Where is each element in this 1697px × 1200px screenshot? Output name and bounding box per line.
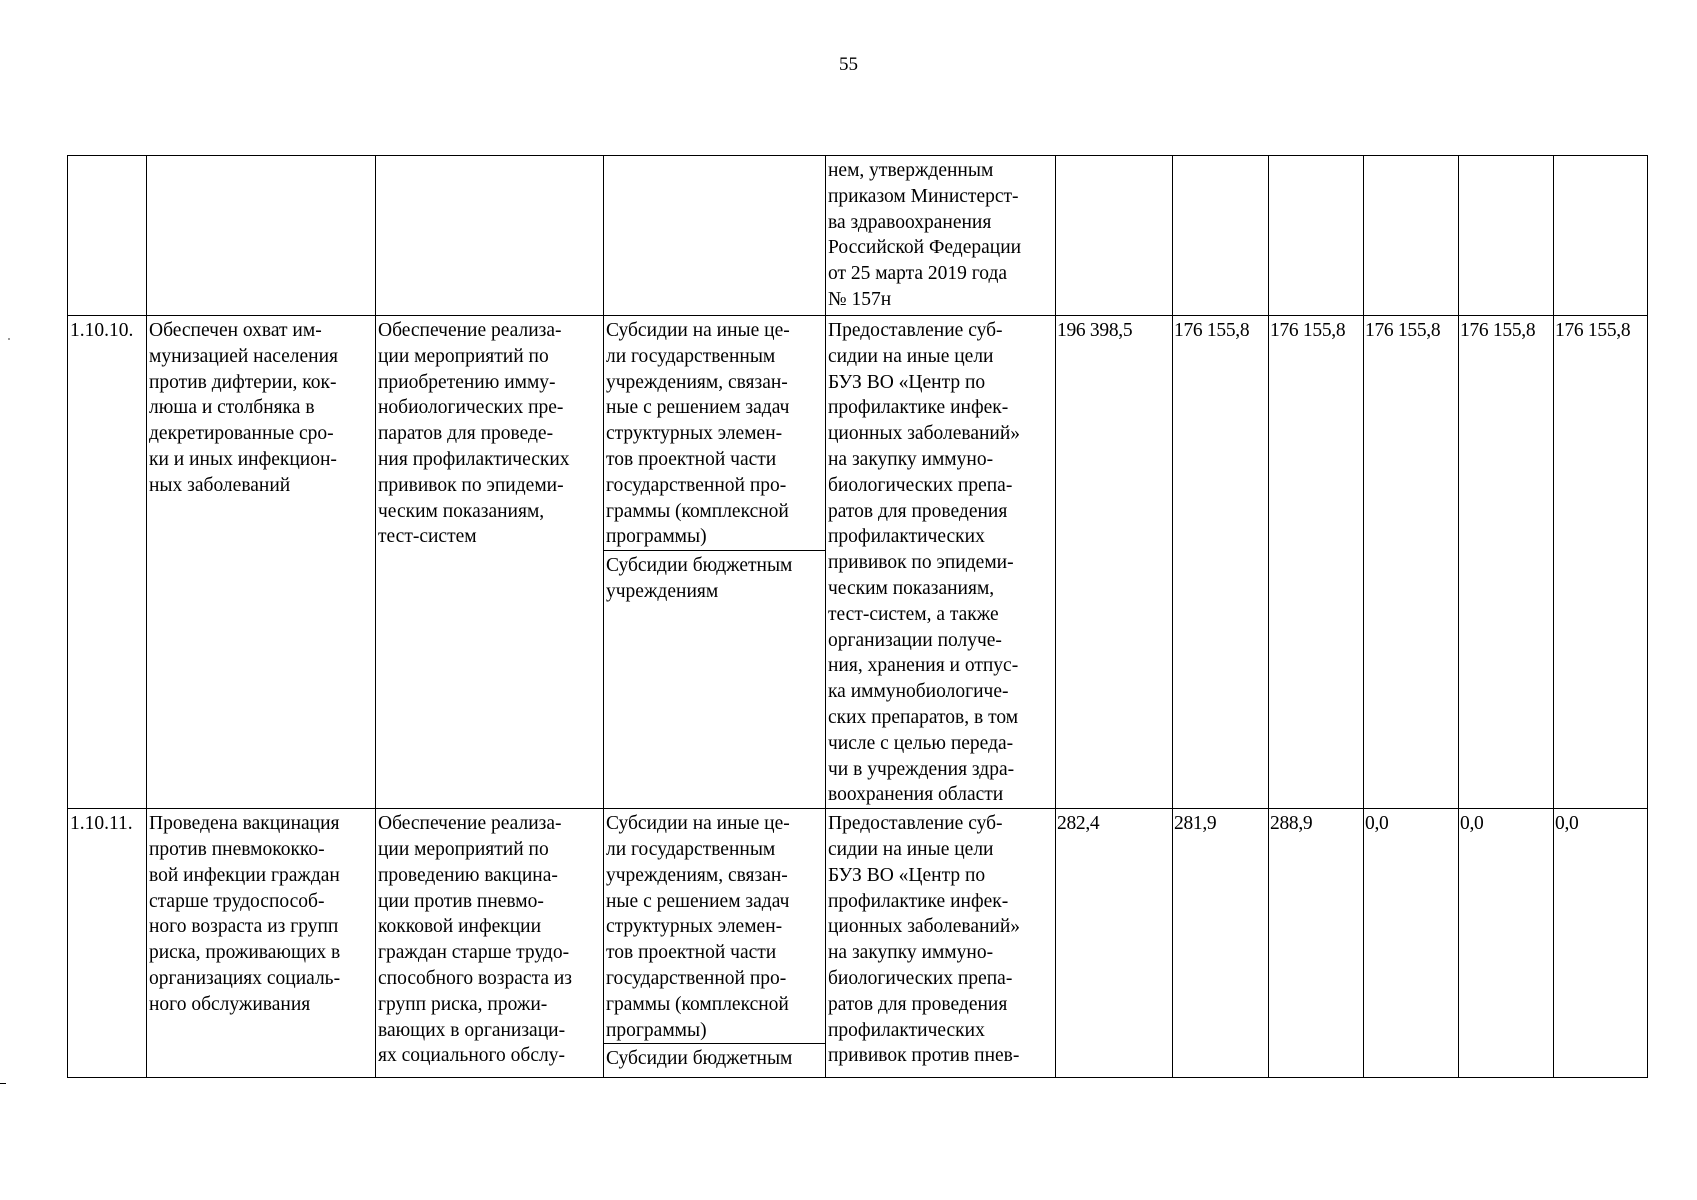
cell-description <box>826 809 1056 1078</box>
cell-value-6: 0,0 <box>1554 809 1648 1078</box>
text-line: прививок по эпидеми- <box>828 552 1014 574</box>
text-line: числе с целью переда- <box>828 732 1014 754</box>
cell-result <box>147 156 376 316</box>
text-line: ции мероприятий по <box>378 838 549 860</box>
cell-code: 1.10.11. <box>68 809 147 1078</box>
text-line: ческим показаниям, <box>828 577 995 599</box>
text-line: программы) <box>606 526 707 548</box>
text-line: прививок по эпидеми- <box>378 474 564 496</box>
text-line: ратов для проведения <box>828 993 1008 1015</box>
cell-value-2 <box>1173 156 1269 316</box>
cell-measure <box>376 156 604 316</box>
text-line: нобиологических пре- <box>378 397 564 419</box>
cell-code: 1.10.10. <box>68 316 147 809</box>
cell-value-3: 288,9 <box>1269 809 1364 1078</box>
text-line: Обеспечение реализа- <box>378 813 562 835</box>
text-line: Субсидии на иные це- <box>606 320 790 341</box>
text-line: Субсидии на иные це- <box>606 813 790 835</box>
cell-code <box>68 156 147 316</box>
scan-artifact <box>8 338 10 340</box>
text-line: тов проектной части <box>606 942 777 964</box>
cell-funding <box>604 316 826 809</box>
text-line: способного возраста из <box>378 967 572 989</box>
text-line: БУЗ ВО «Центр по <box>828 864 986 886</box>
text-line: профилактике инфек- <box>828 397 1009 419</box>
text-line: Предоставление суб- <box>828 320 1003 341</box>
cell-value-5: 0,0 <box>1459 809 1554 1078</box>
text-line: старше трудоспособ- <box>149 890 325 912</box>
cell-value-6: 176 155,8 <box>1554 316 1648 809</box>
text-line: учреждениям, связан- <box>606 371 788 393</box>
text-line: государственной про- <box>606 967 787 989</box>
text-line: ния профилактических <box>378 448 570 470</box>
scan-margin-mark <box>0 1083 6 1084</box>
text-line: тест-систем, а также <box>828 603 999 625</box>
cell-value-4: 0,0 <box>1364 809 1459 1078</box>
text-line: ного возраста из групп <box>149 916 339 938</box>
table-row-continuation <box>68 156 1648 316</box>
text-line: против пневмококко- <box>149 838 325 860</box>
text-line: мунизацией населения <box>149 345 339 367</box>
cell-description <box>826 156 1056 316</box>
text-line: ного обслуживания <box>149 993 311 1015</box>
text-line: учреждениям, связан- <box>606 864 788 886</box>
text-line: ции против пневмо- <box>378 890 544 912</box>
program-measures-table <box>67 155 1648 1078</box>
text-line: ли государственным <box>606 345 776 367</box>
text-line: программы) <box>606 1019 707 1041</box>
text-line: ных заболеваний <box>149 474 291 496</box>
text-line: кокковой инфекции <box>378 916 542 938</box>
text-line: на закупку иммуно- <box>828 942 994 964</box>
cell-value-4 <box>1364 156 1459 316</box>
text-line: групп риска, прожи- <box>378 993 548 1015</box>
text-line: Проведена вакцинация <box>149 813 340 835</box>
table-row-1-10-11 <box>68 809 1648 1078</box>
text-line: ки и иных инфекцион- <box>149 448 337 470</box>
text-line: ционных заболеваний» <box>828 916 1021 938</box>
text-line: воохранения области <box>828 784 1004 806</box>
text-line: нем, утвержденным <box>828 160 994 181</box>
cell-measure <box>376 316 604 809</box>
text-line: БУЗ ВО «Центр по <box>828 371 986 393</box>
text-line: структурных элемен- <box>606 916 783 938</box>
text-line: организации получе- <box>828 629 1002 651</box>
text-line: граммы (комплексной <box>606 500 789 522</box>
cell-value-5: 176 155,8 <box>1459 316 1554 809</box>
cell-result <box>147 316 376 809</box>
text-line: Предоставление суб- <box>828 813 1003 835</box>
text-line: проведению вакцина- <box>378 864 558 886</box>
text-line: ка иммунобиологиче- <box>828 681 1009 703</box>
text-line: граммы (комплексной <box>606 993 789 1015</box>
text-line: приобретению имму- <box>378 371 556 393</box>
text-line: паратов для проведе- <box>378 423 554 445</box>
cell-value-4: 176 155,8 <box>1364 316 1459 809</box>
cell-value-3: 176 155,8 <box>1269 316 1364 809</box>
cell-value-2: 281,9 <box>1173 809 1269 1078</box>
text-line: Обеспечен охват им- <box>149 320 322 341</box>
cell-value-2: 176 155,8 <box>1173 316 1269 809</box>
text-line: профилактике инфек- <box>828 890 1009 912</box>
text-line: против дифтерии, кок- <box>149 371 337 393</box>
text-line: структурных элемен- <box>606 423 783 445</box>
text-line: Российской Федерации <box>828 237 1022 259</box>
text-line: чи в учреждения здра- <box>828 758 1015 780</box>
text-line: учреждениям <box>606 580 719 602</box>
text-line: государственной про- <box>606 474 787 496</box>
text-line: люша и столбняка в <box>149 397 315 419</box>
text-line: граждан старше трудо- <box>378 942 570 964</box>
text-line: риска, проживающих в <box>149 942 341 964</box>
text-line: тов проектной части <box>606 448 777 470</box>
text-line: приказом Министерст- <box>828 185 1019 207</box>
text-line: вающих в организаци- <box>378 1019 566 1041</box>
funding-subsidy-budget-institutions <box>604 1044 825 1072</box>
text-line: вой инфекции граждан <box>149 864 340 886</box>
cell-value-6 <box>1554 156 1648 316</box>
text-line: ные с решением задач <box>606 890 790 912</box>
text-line: ских препаратов, в том <box>828 706 1019 728</box>
funding-subsidy-other-goals <box>604 316 825 551</box>
text-line: № 157н <box>828 288 892 310</box>
text-line: Субсидии бюджетным <box>606 555 793 577</box>
text-line: ные с решением задач <box>606 397 790 419</box>
text-line: профилактических <box>828 1019 985 1041</box>
text-line: Субсидии бюджетным <box>606 1048 793 1070</box>
cell-value-1: 282,4 <box>1056 809 1173 1078</box>
text-line: ях социального обслу- <box>378 1045 565 1067</box>
cell-value-3 <box>1269 156 1364 316</box>
text-line: на закупку иммуно- <box>828 448 994 470</box>
text-line: от 25 марта 2019 года <box>828 263 1008 285</box>
text-line: ческим показаниям, <box>378 500 545 522</box>
text-line: декретированные сро- <box>149 423 334 445</box>
text-line: Обеспечение реализа- <box>378 320 562 341</box>
cell-measure <box>376 809 604 1078</box>
text-line: профилактических <box>828 526 985 548</box>
text-line: ва здравоохранения <box>828 211 992 233</box>
text-line: биологических препа- <box>828 967 1013 989</box>
text-line: ли государственным <box>606 838 776 860</box>
text-line: организациях социаль- <box>149 967 341 989</box>
cell-value-5 <box>1459 156 1554 316</box>
text-line: ратов для проведения <box>828 500 1008 522</box>
text-line: прививок против пнев- <box>828 1045 1020 1067</box>
table-row-1-10-10 <box>68 316 1648 809</box>
cell-description <box>826 316 1056 809</box>
cell-funding <box>604 809 826 1078</box>
cell-result <box>147 809 376 1078</box>
text-line: ния, хранения и отпус- <box>828 655 1019 677</box>
funding-subsidy-budget-institutions <box>604 551 825 605</box>
cell-value-1: 196 398,5 <box>1056 316 1173 809</box>
text-line: сидии на иные цели <box>828 345 994 367</box>
cell-funding <box>604 156 826 316</box>
text-line: ции мероприятий по <box>378 345 549 367</box>
text-line: сидии на иные цели <box>828 838 994 860</box>
page-number: 55 <box>839 54 858 75</box>
cell-value-1 <box>1056 156 1173 316</box>
text-line: ционных заболеваний» <box>828 423 1021 445</box>
text-line: тест-систем <box>378 526 477 548</box>
text-line: биологических препа- <box>828 474 1013 496</box>
funding-subsidy-other-goals <box>604 809 825 1044</box>
